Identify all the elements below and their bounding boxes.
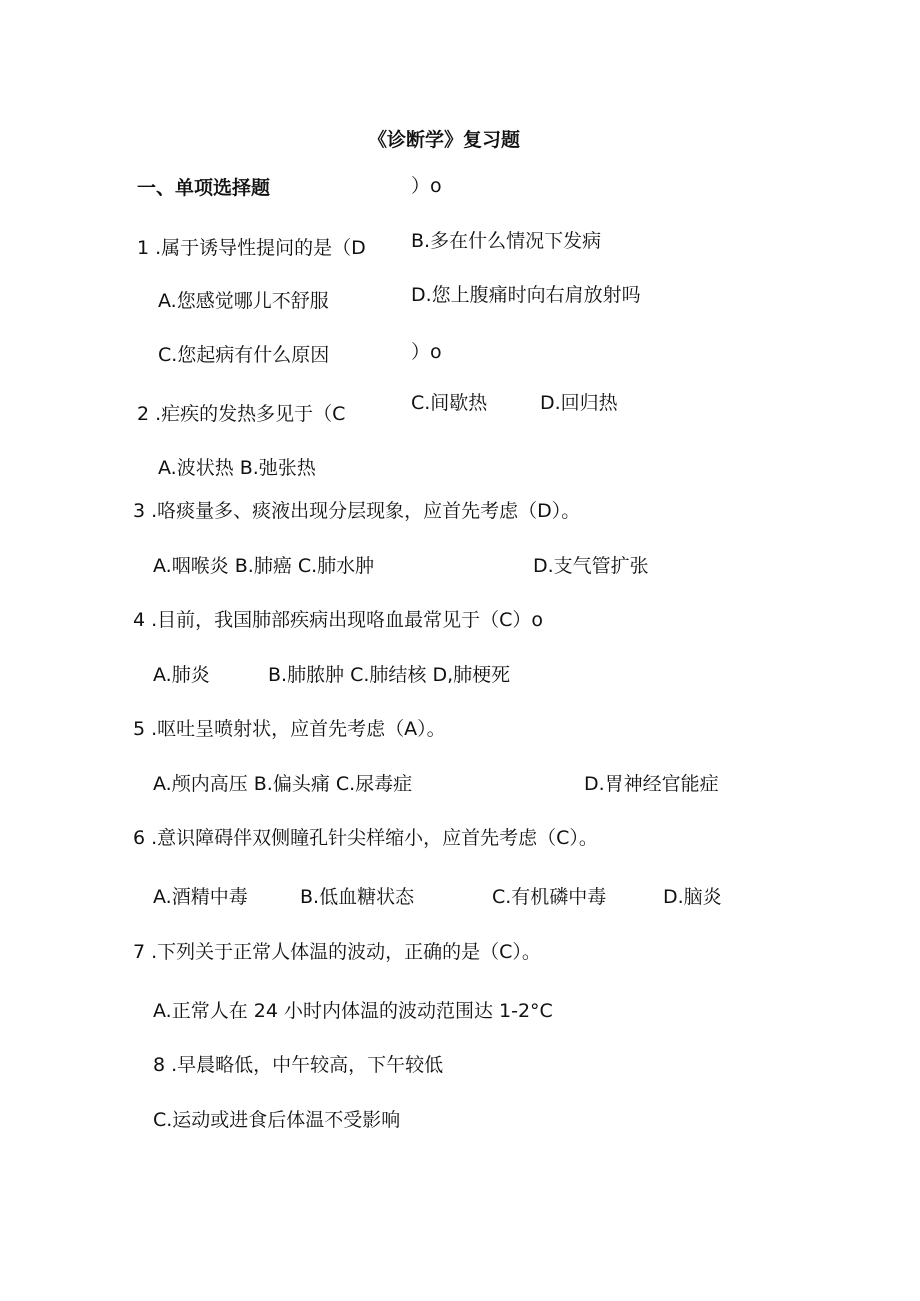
q3-option-d: D.支气管扩张: [533, 555, 649, 577]
q1-stem: 1 .属于诱导性提问的是（D: [137, 237, 366, 259]
q4-option-bcd: B.肺脓肿 C.肺结核 D,肺梗死: [268, 664, 511, 686]
q2-option-d: D.回归热: [540, 392, 618, 414]
q1-option-c: C.您起病有什么原因: [158, 344, 330, 366]
q1-option-a: A.您感觉哪儿不舒服: [158, 290, 329, 312]
q7-option-a: A.正常人在 24 小时内体温的波动范围达 1-2°C: [153, 1000, 553, 1022]
q6-option-a: A.酒精中毒: [153, 886, 248, 908]
q1-tail: ）o: [411, 175, 442, 197]
q6-option-c: C.有机磷中毒: [492, 886, 607, 908]
q6-stem: 6 .意识障碍伴双侧瞳孔针尖样缩小，应首先考虑（C）。: [133, 827, 598, 849]
q5-option-d: D.胃神经官能症: [584, 773, 719, 795]
q7-stem: 7 .下列关于正常人体温的波动，正确的是（C）。: [133, 941, 541, 963]
q3-option-abc: A.咽喉炎 B.肺癌 C.肺水肿: [153, 555, 375, 577]
q5-stem: 5 .呕吐呈喷射状，应首先考虑（A）。: [133, 718, 446, 740]
q3-stem: 3 .咯痰量多、痰液出现分层现象，应首先考虑（D）。: [133, 500, 581, 522]
q7-option-c: C.运动或进食后体温不受影响: [153, 1109, 401, 1131]
q1-option-d: D.您上腹痛时向右肩放射吗: [411, 284, 641, 306]
q2-tail: ）o: [411, 341, 442, 363]
page-title: 《诊断学》复习题: [368, 129, 521, 151]
q6-option-d: D.脑炎: [663, 886, 722, 908]
q4-option-a: A.肺炎: [153, 664, 210, 686]
q7-option-b: 8 .早晨略低，中午较高，下午较低: [153, 1054, 444, 1076]
q2-option-c: C.间歇热: [411, 392, 488, 414]
q4-stem: 4 .目前，我国肺部疾病出现咯血最常见于（C）o: [133, 609, 544, 631]
q5-option-abc: A.颅内高压 B.偏头痛 C.尿毒症: [153, 773, 413, 795]
section-heading: 一、单项选择题: [137, 177, 271, 199]
q2-stem: 2 .疟疾的发热多见于（C: [137, 403, 346, 425]
q6-option-b: B.低血糖状态: [300, 886, 415, 908]
q2-option-ab: A.波状热 B.弛张热: [158, 457, 316, 479]
q1-option-b: B.多在什么情况下发病: [411, 230, 602, 252]
